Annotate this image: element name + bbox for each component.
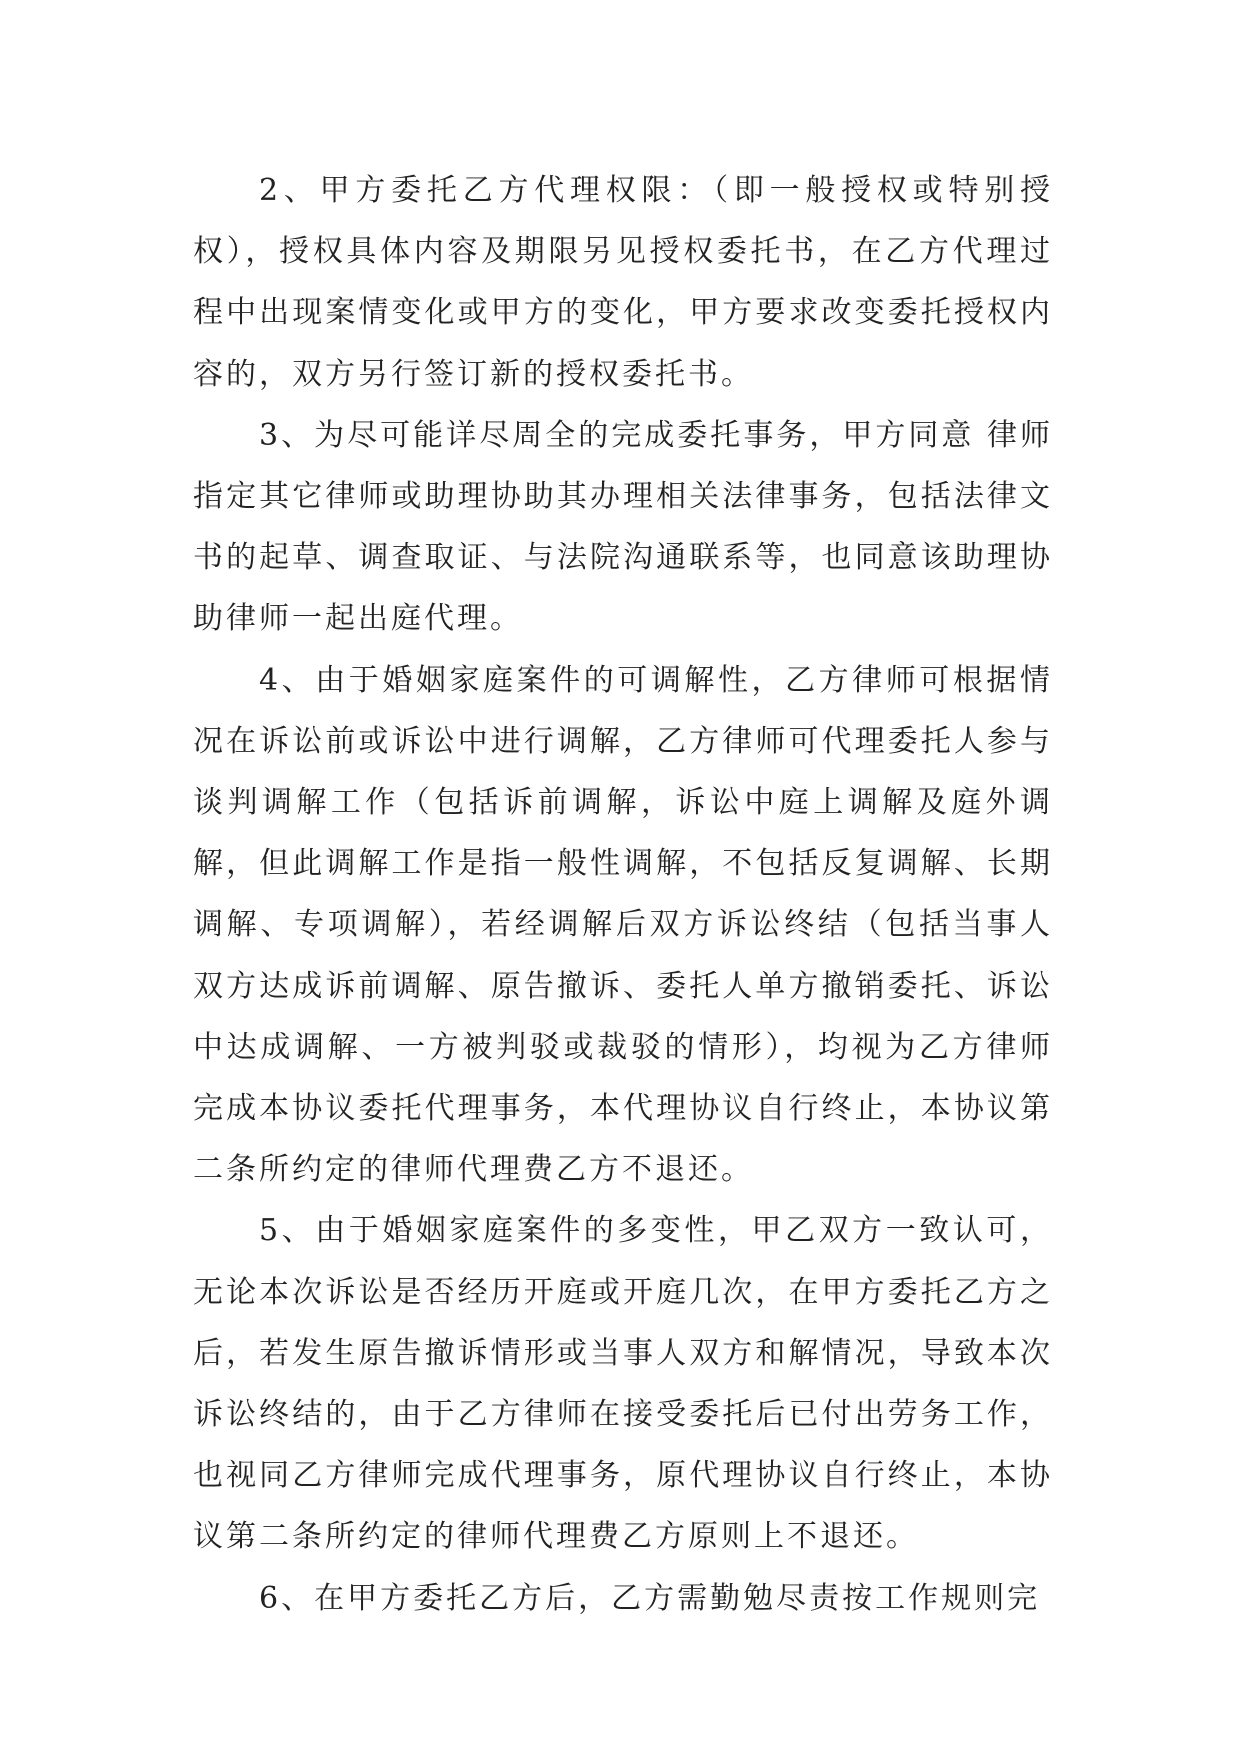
clause-6-paragraph: 6、在甲方委托乙方后，乙方需勤勉尽责按工作规则完 — [259, 1580, 1041, 1616]
clause-2-paragraph: 2、甲方委托乙方代理权限：（即一般授权或特别授权），授权具体内容及期限另见授权委托书，在乙方代理过程中出现案情变化或甲方的变化，甲方要求改变委托授权内容的，双方另行签订新的授权委托书。 — [193, 173, 1053, 392]
clause-4-paragraph: 4、由于婚姻家庭案件的可调解性，乙方律师可根据情况在诉讼前或诉讼中进行调解，乙方律师可代理委托人参与谈判调解工作（包括诉前调解，诉讼中庭上调解及庭外调解，但此调解工作是指一般性调解，不包括反复调解、长期调解、专项调解），若经调解后双方诉讼终结（包括当事人双方达成诉前调解、原告撤诉、委托人单方撤销委托、诉讼中达成调解、一方被判驳或裁驳的情形），均视为乙方律师完成本协议委托代理事务，本代理协议自行终止，本协议第二条所约定的律师代理费乙方不退还。 — [193, 662, 1053, 1188]
clause-5-paragraph: 5、由于婚姻家庭案件的多变性，甲乙双方一致认可，无论本次诉讼是否经历开庭或开庭几次，在甲方委托乙方之后，若发生原告撤诉情形或当事人双方和解情况，导致本次诉讼终结的，由于乙方律师在接受委托后已付出劳务工作，也视同乙方律师完成代理事务，原代理协议自行终止，本协议第二条所约定的律师代理费乙方原则上不退还。 — [193, 1213, 1053, 1555]
clause-3-paragraph: 3、为尽可能详尽周全的完成委托事务，甲方同意 律师指定其它律师或助理协助其办理相关法律事务，包括法律文书的起草、调查取证、与法院沟通联系等，也同意该助理协助律师一起出庭代理。 — [193, 417, 1053, 637]
document-body — [193, 160, 1053, 1629]
